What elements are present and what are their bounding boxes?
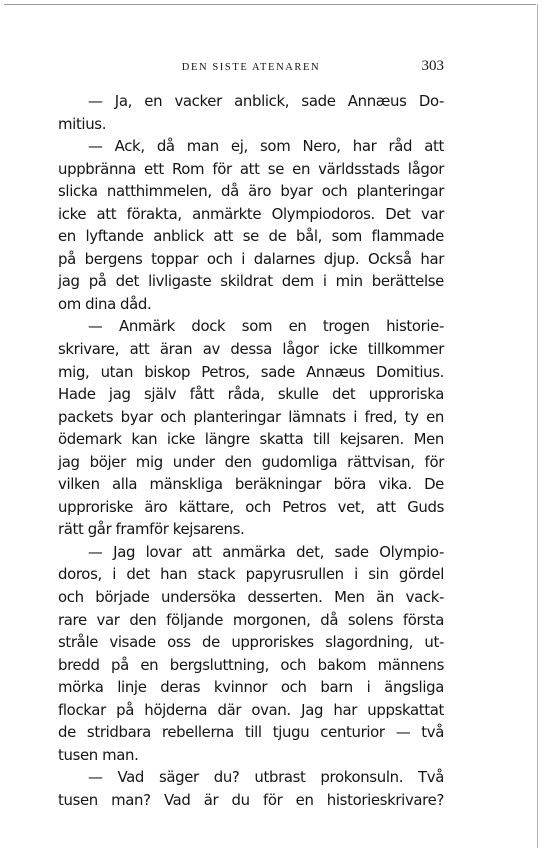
text-line: tusen man.: [58, 745, 139, 764]
text-line: — Vad säger du? utbrast prokonsuln. Två: [88, 768, 444, 787]
text-line: och började undersöka desserten. Men än vack-: [58, 588, 444, 607]
text-line: jag på det livligaste skildrat dem i min berättelse: [58, 272, 444, 291]
text-line: jag böjer mig under den gudomliga rättvisan, för: [58, 452, 444, 471]
text-line: — Anmärk dock som en trogen historie-: [88, 317, 444, 336]
text-line: skrivare, att äran av dessa lågor icke tillkommer: [58, 340, 444, 359]
text-line: vilken alla mänskliga beräkningar böra vika. De: [58, 475, 444, 494]
text-line: Hade jag själv fått råda, skulle det upproriska: [58, 385, 444, 404]
text-line: tusen man? Vad är du för en historieskrivare?: [58, 790, 444, 809]
text-line: — Ack, då man ej, som Nero, har råd att: [88, 137, 444, 156]
text-line: en lyftande anblick att se de bål, som flammade: [58, 227, 444, 246]
text-line: packets byar och planteringar lämnats i fred, ty en: [58, 407, 444, 426]
text-line: ödemark kan icke längre skatta till kejsaren. Men: [58, 430, 444, 449]
text-line: på bergens toppar och i dalarnes djup. Också har: [58, 249, 444, 268]
text-line: rare var den följande morgonen, då solens första: [58, 610, 444, 629]
text-line: uppbränna ett Rom för att se en världsstads lågor: [58, 159, 444, 178]
text-line: mörka linje deras kvinnor och barn i ängsliga: [58, 678, 444, 697]
text-line: — Jag lovar att anmärka det, sade Olympio-: [88, 542, 444, 561]
text-line: de stridbara rebellerna till tjugu centurior — två: [58, 723, 444, 742]
text-line: doros, i det han stack papyrusrullen i sin gördel: [58, 565, 444, 584]
text-line: upproriske äro kättare, och Petros vet, att Guds: [58, 497, 444, 516]
body-text: [58, 90, 444, 812]
text-line: rätt går framför kejsarens.: [58, 520, 245, 539]
running-title: DEN SISTE ATENAREN: [181, 62, 321, 73]
text-line: icke att förakta, anmärkte Olympiodoros. Det var: [58, 204, 444, 223]
text-line: om dina dåd.: [58, 294, 152, 313]
text-line: slicka natthimmelen, då äro byar och planteringar: [58, 182, 444, 201]
text-line: mig, utan biskop Petros, sade Annæus Domitius.: [58, 362, 444, 381]
text-line: bredd på en bergsluttning, och bakom männens: [58, 655, 444, 674]
page-number: 303: [421, 58, 444, 74]
text-line: flockar på höjderna där ovan. Jag har uppskattat: [58, 700, 444, 719]
running-header: [58, 58, 444, 78]
text-line: stråle visade oss de upproriskes slagordning, ut-: [58, 633, 444, 652]
page-right-rule: [537, 4, 538, 848]
text-line: mitius.: [58, 114, 107, 133]
text-line: — Ja, en vacker anblick, sade Annæus Do-: [88, 92, 444, 110]
page-top-rule: [4, 4, 536, 5]
